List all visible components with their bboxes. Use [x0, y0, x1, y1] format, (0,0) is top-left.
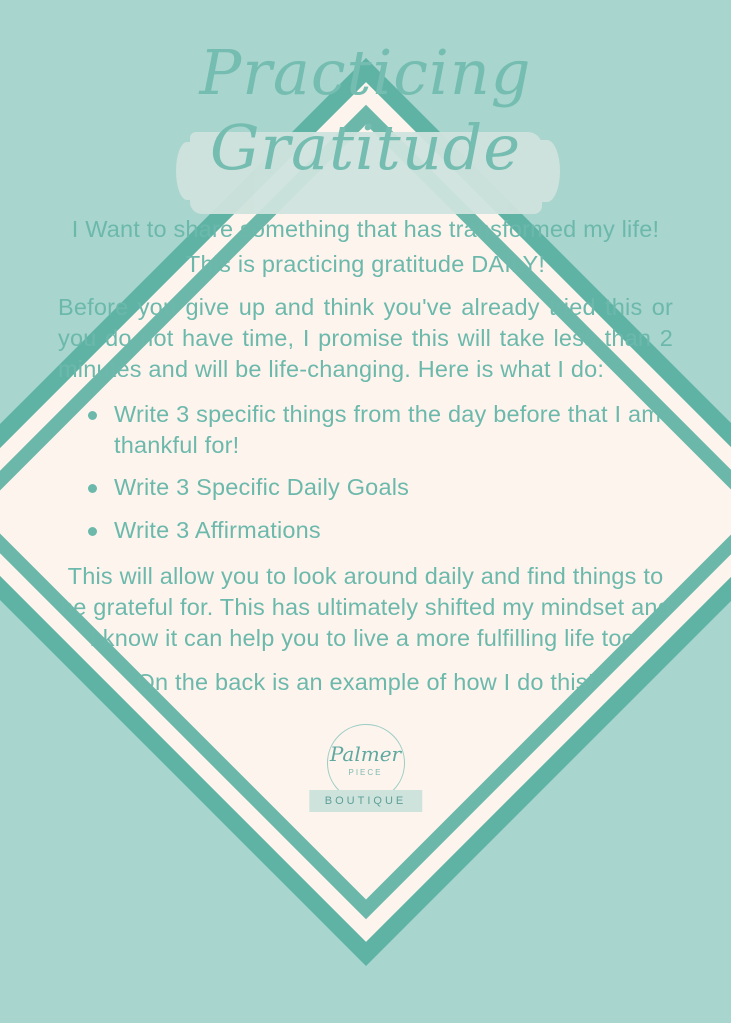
main-paragraph: Before you give up and think you've already tried this or you do not have time, I promise this will take less than 2 minutes and will be life-changing. Here is what I do:: [58, 294, 673, 383]
page-title: [58, 36, 673, 185]
title-block: [58, 36, 673, 185]
title-line-2: Gratitude: [209, 111, 522, 185]
title-line-1: Practicing: [199, 36, 532, 109]
closing-last-line: On the back is an example of how I do this!: [136, 668, 595, 695]
intro-line-1: I Want to share something that has transformed my life!: [71, 216, 660, 243]
tips-list: [58, 399, 673, 545]
brand-logo: [306, 724, 426, 834]
logo-brand-sub: PIECE: [348, 767, 383, 777]
list-item: Write 3 specific things from the day before that I am thankful for!: [114, 399, 673, 460]
list-item: Write 3 Specific Daily Goals: [114, 472, 673, 503]
logo-banner-label: BOUTIQUE: [309, 790, 422, 812]
body-text: [58, 214, 673, 697]
logo-brand-name: Palmer: [329, 741, 402, 766]
intro-line-2: This is practicing gratitude DAILY!: [185, 251, 546, 278]
closing-paragraph: This will allow you to look around daily and find things to be grateful for. This has ultimately shifted my mindset and I know it can help you to live a more fulfilling life too!: [60, 563, 671, 652]
list-item: Write 3 Affirmations: [114, 515, 673, 546]
